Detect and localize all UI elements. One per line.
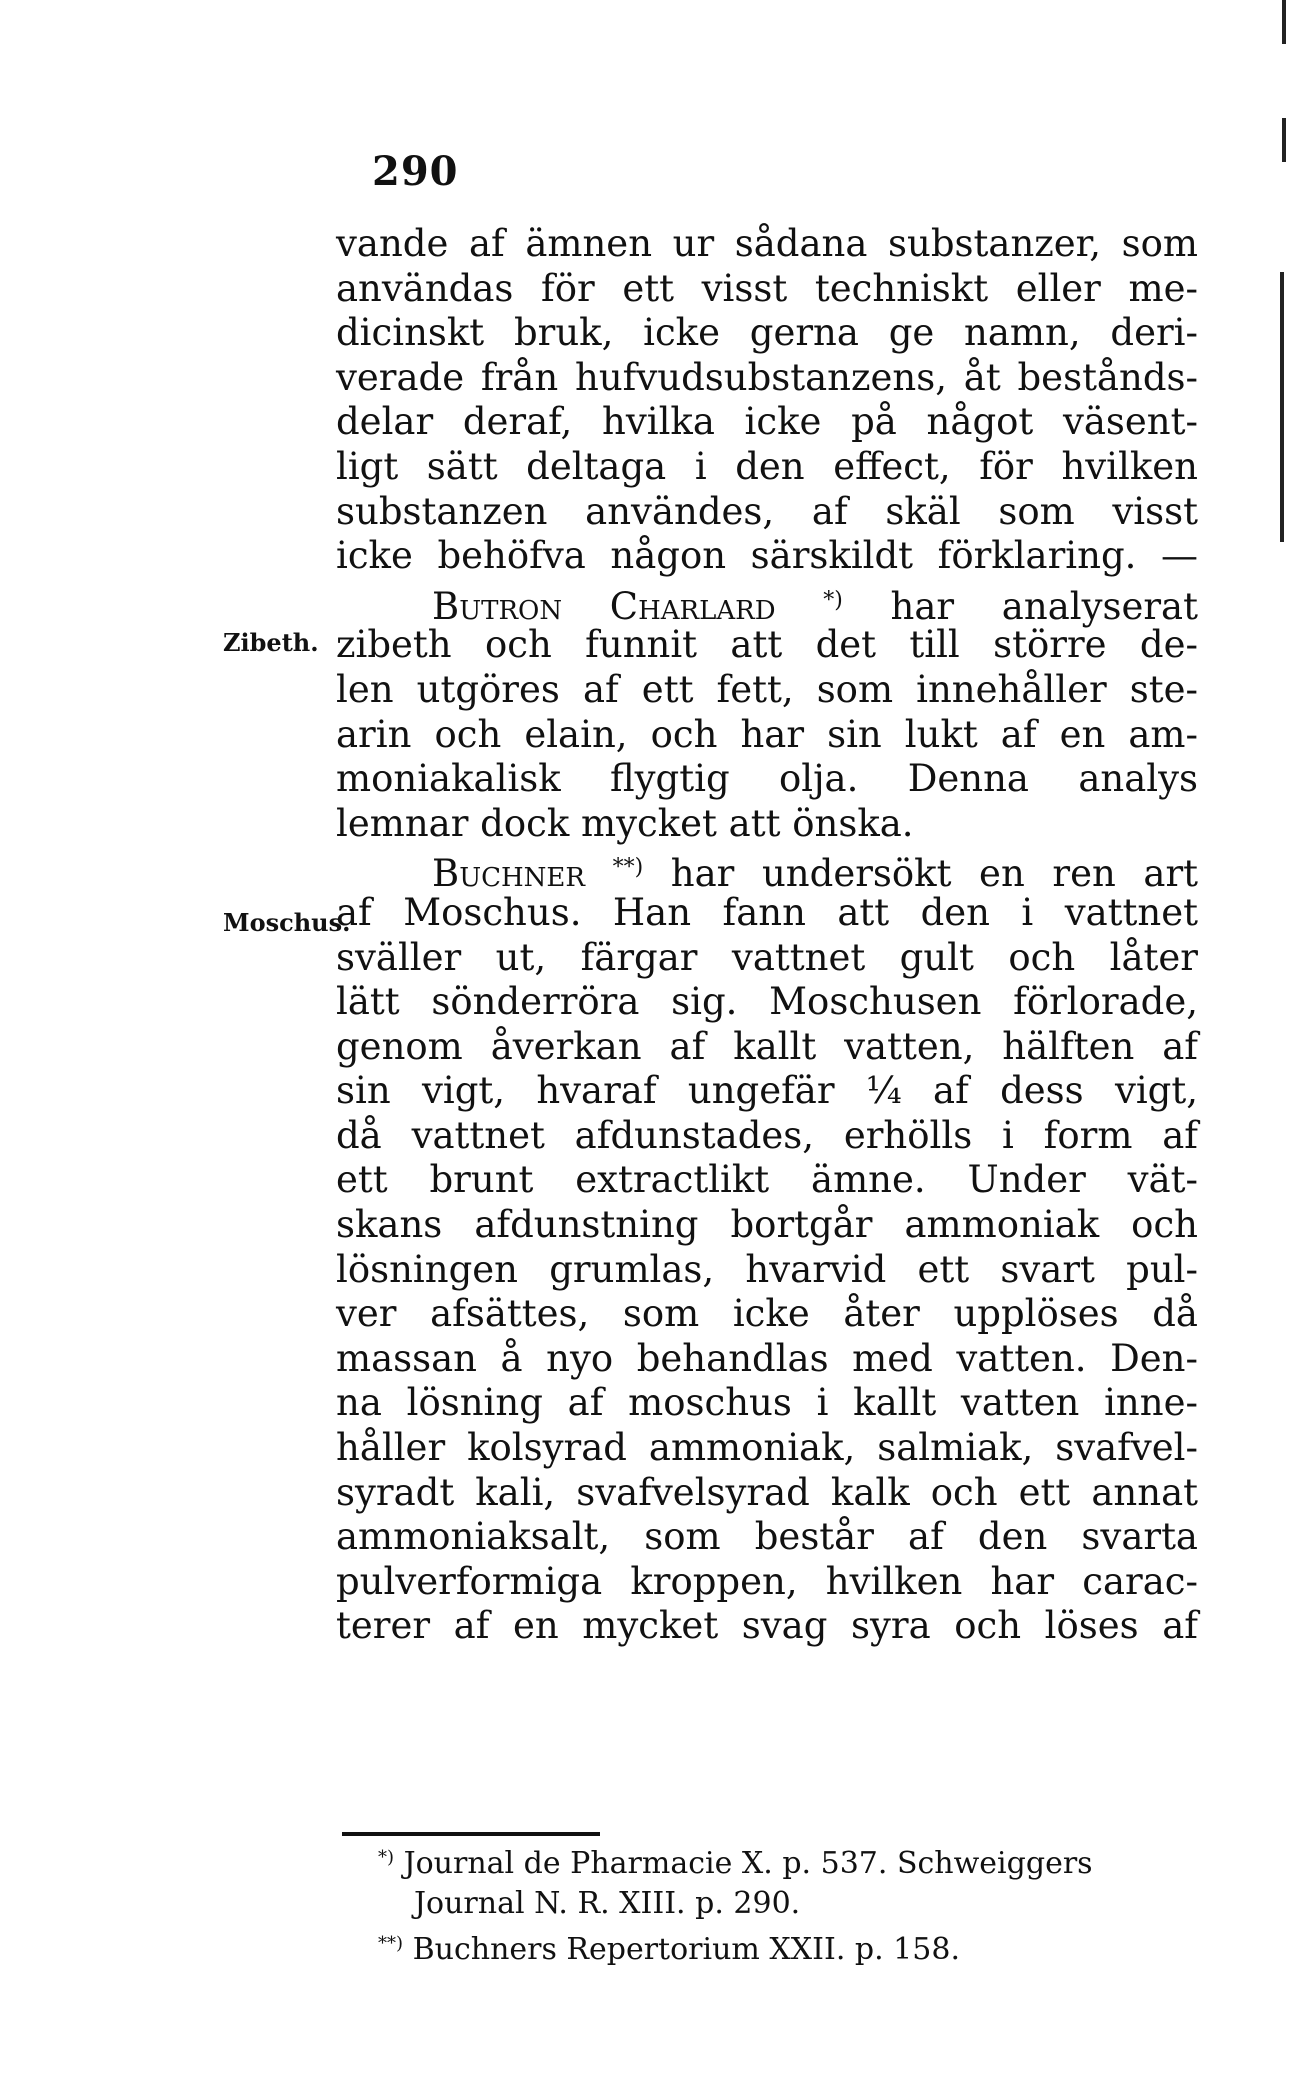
scan-edge-mark bbox=[1280, 272, 1284, 542]
text-line: lemnar dock mycket att önska. bbox=[336, 801, 914, 845]
text-line: sin vigt, hvaraf ungefär ¼ af dess vigt, bbox=[336, 1069, 1198, 1113]
text-line: ver afsättes, som icke åter upplöses då bbox=[336, 1292, 1198, 1336]
text-line: na lösning af moschus i kallt vatten inne- bbox=[336, 1381, 1198, 1425]
page-number: 290 bbox=[372, 148, 459, 195]
text-line: ett brunt extractlikt ämne. Under vät- bbox=[336, 1158, 1198, 1202]
text-line: len utgöres af ett fett, som innehåller ste- bbox=[336, 667, 1198, 711]
text-line: sväller ut, färgar vattnet gult och låter bbox=[336, 935, 1198, 979]
author-buchner: Buchner bbox=[432, 852, 585, 896]
text-line: verade från hufvudsubstanzens, åt bestånds- bbox=[336, 355, 1198, 399]
footnote-1-text: Journal de Pharmacie X. p. 537. Schweiggers bbox=[403, 1846, 1093, 1881]
zibeth-line-text: har analyserat bbox=[890, 584, 1198, 628]
text-line-zibeth bbox=[336, 579, 1198, 628]
footnote-1-mark: *) bbox=[378, 1847, 395, 1868]
footnote-ref: **) bbox=[612, 855, 644, 881]
text-line: af Moschus. Han fann att den i vattnet bbox=[336, 890, 1198, 934]
text-line: terer af en mycket svag syra och löses af bbox=[336, 1604, 1198, 1648]
moschus-line-text: har undersökt en ren art bbox=[670, 852, 1199, 896]
footnote-1 bbox=[378, 1838, 1093, 1884]
scan-edge-mark bbox=[1282, 0, 1286, 44]
text-line: vande af ämnen ur sådana substanzer, som bbox=[336, 222, 1198, 265]
text-line: genom åverkan af kallt vatten, hälften af bbox=[336, 1024, 1198, 1068]
text-line: delar deraf, hvilka icke på något väsent- bbox=[336, 400, 1198, 444]
footnote-2-mark: **) bbox=[378, 1933, 404, 1954]
text-line: massan å nyo behandlas med vatten. Den- bbox=[336, 1336, 1198, 1380]
footnote-ref: *) bbox=[823, 587, 843, 613]
footnote-2-text: Buchners Repertorium XXII. p. 158. bbox=[412, 1932, 960, 1967]
margin-note-zibeth: Zibeth. bbox=[223, 628, 319, 657]
text-line: moniakalisk flygtig olja. Denna analys bbox=[336, 757, 1198, 801]
text-line: zibeth och funnit att det till större de- bbox=[336, 623, 1198, 667]
text-line: substanzen användes, af skäl som visst bbox=[336, 489, 1198, 533]
footnote-rule bbox=[342, 1832, 600, 1836]
text-line: skans afdunstning bortgår ammoniak och bbox=[336, 1203, 1198, 1247]
text-line: lätt sönderröra sig. Moschusen förlorade, bbox=[336, 980, 1198, 1024]
margin-note-moschus: Moschus. bbox=[223, 908, 351, 937]
text-line: håller kolsyrad ammoniak, salmiak, svafvel- bbox=[336, 1426, 1198, 1470]
text-line: icke behöfva någon särskildt förklaring. — bbox=[336, 534, 1198, 578]
footnotes bbox=[378, 1838, 1093, 1970]
footnote-2 bbox=[378, 1924, 1093, 1970]
text-line: pulverformiga kroppen, hvilken har carac- bbox=[336, 1559, 1198, 1603]
scan-edge-mark bbox=[1282, 118, 1286, 162]
body-text bbox=[336, 222, 1198, 1649]
footnote-1-cont: Journal N. R. XIII. p. 290. bbox=[414, 1886, 801, 1921]
text-line-moschus bbox=[336, 846, 1199, 896]
text-line: lösningen grumlas, hvarvid ett svart pul- bbox=[336, 1247, 1198, 1291]
text-line: ligt sätt deltaga i den effect, för hvilken bbox=[336, 444, 1198, 488]
text-line: ammoniaksalt, som består af den svarta bbox=[336, 1515, 1198, 1559]
text-line: då vattnet afdunstades, erhölls i form af bbox=[336, 1113, 1198, 1157]
author-butron-charlard: Butron Charlard bbox=[432, 584, 776, 628]
text-line: användas för ett visst techniskt eller me- bbox=[336, 266, 1198, 310]
text-line: arin och elain, och har sin lukt af en am- bbox=[336, 712, 1198, 756]
text-line: syradt kali, svafvelsyrad kalk och ett annat bbox=[336, 1470, 1198, 1514]
text-line: dicinskt bruk, icke gerna ge namn, deri- bbox=[336, 311, 1198, 355]
